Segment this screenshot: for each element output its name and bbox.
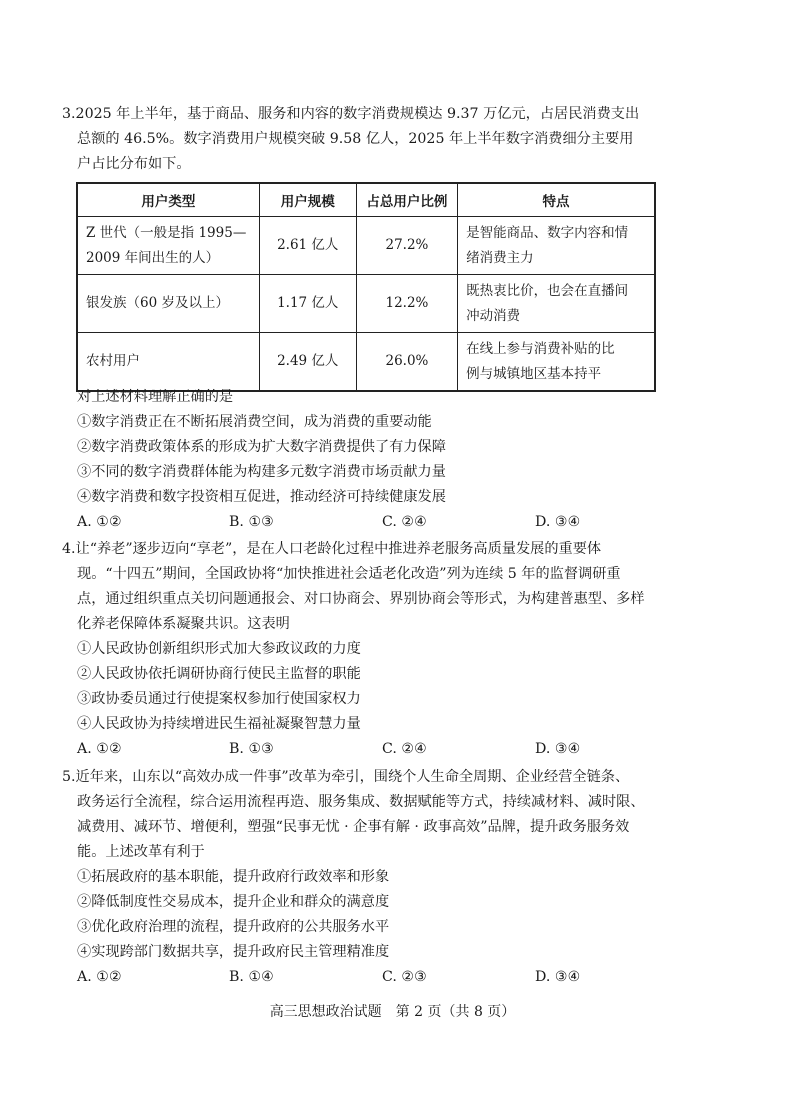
- option-c: C. ②④: [382, 514, 427, 530]
- statement-item: ④实现跨部门数据共享，提升政府民主管理精准度: [77, 944, 390, 960]
- cell-user-ratio: 26.0%: [356, 333, 457, 392]
- statement-item: ②人民政协依托调研协商行使民主监督的职能: [77, 666, 361, 682]
- stem-line: 点，通过组织重点关切问题通报会、对口协商会、界别协商会等形式，为构建普惠型、多样: [77, 591, 645, 607]
- statement-item: ④数字消费和数字投资相互促进，推动经济可持续健康发展: [77, 489, 446, 505]
- statement-item: ②数字消费政策体系的形成为扩大数字消费提供了有力保障: [77, 439, 446, 455]
- table-header-row: [77, 183, 655, 217]
- option-a: A. ①②: [77, 969, 122, 985]
- stem-line: 减费用、减环节、增便利，塑强“民事无忧 · 企事有解 · 政事高效”品牌，提升政务服务效: [77, 819, 630, 835]
- cell-line: 2009 年间出生的人）: [86, 249, 220, 266]
- stem-line: 5.近年来，山东以“高效办成一件事”改革为牵引，围绕个人生命全周期、企业经营全链条、: [62, 769, 630, 785]
- option-b: B. ①④: [229, 969, 274, 985]
- cell-feature: [458, 333, 655, 392]
- stem-line: 总额的 46.5%。数字消费用户规模突破 9.58 亿人，2025 年上半年数字消费细分主要用: [77, 131, 634, 147]
- cell-user-scale: 1.17 亿人: [259, 275, 356, 333]
- question-3-stem: [62, 102, 662, 177]
- cell-user-ratio: 12.2%: [356, 275, 457, 333]
- table-header: 用户规模: [259, 183, 356, 217]
- table-row: [77, 275, 655, 333]
- cell-user-type: [77, 275, 259, 333]
- table-header: 特点: [458, 183, 655, 217]
- question-5: [62, 765, 662, 990]
- question-4: [62, 537, 662, 762]
- cell-feature: [458, 217, 655, 275]
- table-header: 占总用户比例: [356, 183, 457, 217]
- cell-user-ratio: 27.2%: [356, 217, 457, 275]
- statement-item: ②降低制度性交易成本，提升企业和群众的满意度: [77, 894, 390, 910]
- answer-options: [62, 510, 662, 535]
- option-c: C. ②④: [382, 741, 427, 757]
- cell-line: 既热衷比价，也会在直播间: [466, 282, 629, 299]
- table-header: 用户类型: [77, 183, 259, 217]
- statement-item: ③政协委员通过行使提案权参加行使国家权力: [77, 691, 361, 707]
- cell-line: 农村用户: [86, 353, 140, 369]
- stem-line: 能。上述改革有利于: [77, 844, 205, 860]
- question-prompt: 对上述材料理解正确的是: [77, 389, 234, 405]
- cell-line: 银发族（60 岁及以上）: [86, 295, 229, 311]
- user-distribution-table: [76, 182, 656, 392]
- statement-item: ①数字消费正在不断拓展消费空间，成为消费的重要动能: [77, 414, 432, 430]
- option-a: A. ①②: [77, 741, 122, 757]
- cell-user-type: [77, 333, 259, 392]
- statement-item: ③优化政府治理的流程，提升政府的公共服务水平: [77, 919, 390, 935]
- stem-line: 4.让“养老”逐步迈向“享老”，是在人口老龄化过程中推进养老服务高质量发展的重要体: [62, 541, 602, 557]
- stem-line: 化养老保障体系凝聚共识。这表明: [77, 616, 290, 632]
- cell-line: Z 世代（一般是指 1995—: [86, 224, 247, 241]
- option-a: A. ①②: [77, 514, 122, 530]
- option-b: B. ①③: [229, 514, 274, 530]
- statement-item: ③不同的数字消费群体能为构建多元数字消费市场贡献力量: [77, 464, 446, 480]
- cell-line: 在线上参与消费补贴的比: [466, 340, 615, 357]
- cell-user-scale: 2.49 亿人: [259, 333, 356, 392]
- answer-options: [62, 737, 662, 762]
- table-row: [77, 217, 655, 275]
- answer-options: [62, 965, 662, 990]
- option-b: B. ①③: [229, 741, 274, 757]
- stem-line: 3.2025 年上半年，基于商品、服务和内容的数字消费规模达 9.37 万亿元，占居民消费支出: [62, 106, 640, 122]
- cell-user-type: [77, 217, 259, 275]
- option-d: D. ③④: [535, 741, 581, 757]
- stem-line: 政务运行全流程，综合运用流程再造、服务集成、数据赋能等方式，持续减材料、减时限、: [77, 794, 645, 810]
- cell-feature: [458, 275, 655, 333]
- question-3-body: [62, 385, 662, 535]
- option-d: D. ③④: [535, 514, 581, 530]
- stem-line: 户占比分布如下。: [77, 156, 191, 172]
- option-c: C. ②③: [382, 969, 427, 985]
- option-d: D. ③④: [535, 969, 581, 985]
- statement-item: ④人民政协为持续增进民生福祉凝聚智慧力量: [77, 716, 361, 732]
- stem-line: 现。“十四五”期间，全国政协将“加快推进社会适老化改造”列为连续 5 年的监督调研重: [77, 566, 621, 582]
- page-footer: 高三思想政治试题 第 2 页（共 8 页）: [269, 1004, 516, 1020]
- cell-line: 是智能商品、数字内容和情: [466, 224, 629, 241]
- statement-item: ①拓展政府的基本职能，提升政府行政效率和形象: [77, 869, 390, 885]
- cell-line: 绪消费主力: [466, 249, 534, 266]
- cell-line: 例与城镇地区基本持平: [466, 365, 602, 382]
- table-row: [77, 333, 655, 392]
- cell-line: 冲动消费: [466, 307, 521, 324]
- statement-item: ①人民政协创新组织形式加大参政议政的力度: [77, 641, 361, 657]
- cell-user-scale: 2.61 亿人: [259, 217, 356, 275]
